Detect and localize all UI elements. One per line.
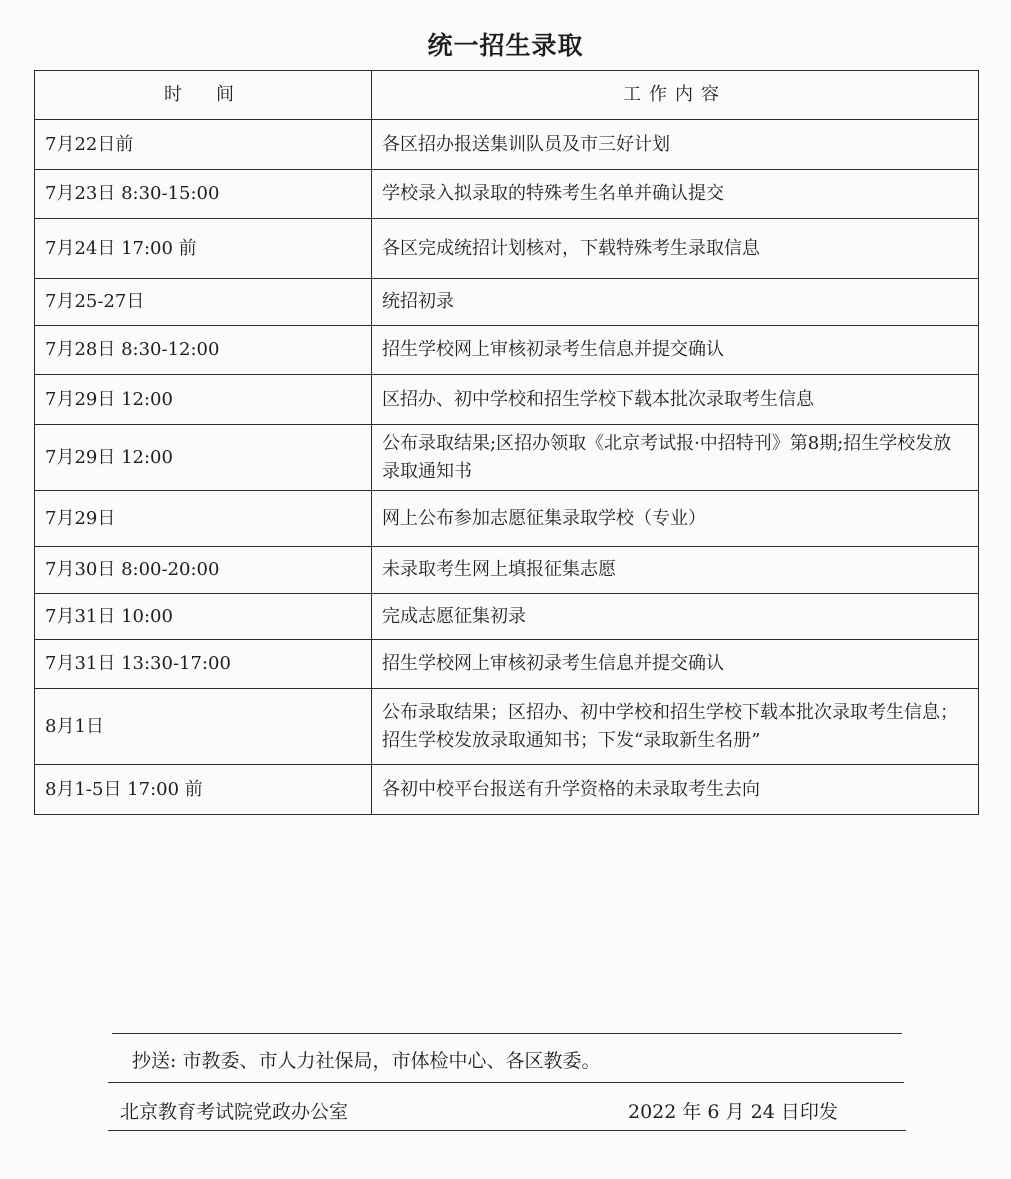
footer-top-rule [112,1033,902,1034]
header-time: 时 间 [35,71,372,120]
content-cell: 公布录取结果；区招办、初中学校和招生学校下载本批次录取考生信息；招生学校发放录取通知书；下发“录取新生名册” [372,689,979,765]
time-cell: 7月23日 8:30-15:00 [35,170,372,219]
table-row [35,326,979,375]
time-cell: 7月31日 13:30-17:00 [35,640,372,689]
content-cell: 各区招办报送集训队员及市三好计划 [372,120,979,170]
table-row [35,765,979,815]
time-cell: 7月31日 10:00 [35,594,372,640]
table-row [35,491,979,547]
table-row [35,594,979,640]
content-cell: 各初中校平台报送有升学资格的未录取考生去向 [372,765,979,815]
time-cell: 8月1-5日 17:00 前 [35,765,372,815]
content-cell: 学校录入拟录取的特殊考生名单并确认提交 [372,170,979,219]
table-row [35,375,979,425]
content-cell: 未录取考生网上填报征集志愿 [372,547,979,594]
schedule-table [34,70,979,815]
content-cell: 完成志愿征集初录 [372,594,979,640]
page-title: 统一招生录取 [427,31,584,60]
content-cell: 招生学校网上审核初录考生信息并提交确认 [372,640,979,689]
content-cell: 统招初录 [372,279,979,326]
table-header-row [35,71,979,120]
cc-line: 抄送: 市教委、市人力社保局，市体检中心、各区教委。 [132,1050,601,1072]
content-cell: 招生学校网上审核初录考生信息并提交确认 [372,326,979,375]
time-cell: 7月30日 8:00-20:00 [35,547,372,594]
footer-bottom-rule [108,1130,906,1131]
time-cell: 7月28日 8:30-12:00 [35,326,372,375]
time-cell: 7月25-27日 [35,279,372,326]
time-cell: 7月24日 17:00 前 [35,219,372,279]
table-row [35,547,979,594]
content-cell: 各区完成统招计划核对，下载特殊考生录取信息 [372,219,979,279]
table-row [35,640,979,689]
time-cell: 7月29日 [35,491,372,547]
header-content: 工作内容 [372,71,979,120]
time-cell: 8月1日 [35,689,372,765]
content-cell: 区招办、初中学校和招生学校下载本批次录取考生信息 [372,375,979,425]
table-row [35,120,979,170]
issue-date: 2022 年 6 月 24 日印发 [628,1101,838,1123]
time-cell: 7月29日 12:00 [35,425,372,491]
table-row [35,425,979,491]
content-cell: 网上公布参加志愿征集录取学校（专业） [372,491,979,547]
content-cell: 公布录取结果;区招办领取《北京考试报·中招特刊》第8期;招生学校发放录取通知书 [372,425,979,491]
time-cell: 7月29日 12:00 [35,375,372,425]
time-cell: 7月22日前 [35,120,372,170]
table-row [35,219,979,279]
table-row [35,279,979,326]
table-row [35,689,979,765]
footer-middle-rule [108,1082,904,1083]
issuer: 北京教育考试院党政办公室 [120,1101,349,1123]
table-row [35,170,979,219]
